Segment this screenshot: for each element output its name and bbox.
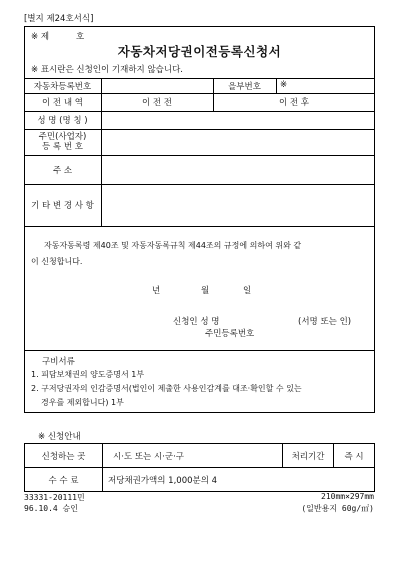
grid-line <box>24 350 375 351</box>
fee-value: 저당채권가액의 1,000분의 4 <box>103 468 375 492</box>
place-value: 시·도 또는 시·군·구 <box>103 444 283 468</box>
id-number-label <box>24 129 101 155</box>
required-docs-heading: 구비서류 <box>42 357 75 367</box>
form-title: 자동차저당권이전등록신청서 <box>117 44 282 59</box>
id-number-label-line1: 주민(사업자) <box>38 132 87 142</box>
name-field[interactable] <box>102 112 374 128</box>
fee-label: 수 수 료 <box>25 468 103 492</box>
paper-size: 210mm×297mm <box>321 492 374 501</box>
date-day: 일 <box>243 286 252 296</box>
id-number-label-line2: 등 록 번 호 <box>42 142 83 152</box>
id-number-field[interactable] <box>102 130 374 154</box>
other-changes-field[interactable] <box>102 185 374 225</box>
statement-line1: 자동자동록령 제40조 및 자동자동록규칙 제44조의 규정에 의하여 위와 같 <box>44 241 302 250</box>
applicant-id-label: 주민등록번호 <box>205 329 255 339</box>
receipt-number: ※ 제 호 <box>31 32 85 42</box>
period-label: 처리기간 <box>283 444 334 468</box>
reg-no-field[interactable] <box>102 79 212 92</box>
notice-text: ※ 표시란은 신청인이 기재하지 않습니다. <box>31 65 184 75</box>
address-field[interactable] <box>102 156 374 183</box>
approval-date: 96.10.4 승인 <box>24 504 78 513</box>
date-year: 년 <box>152 286 161 296</box>
address-label: 주 소 <box>52 165 73 176</box>
ledger-no-field[interactable] <box>290 79 374 92</box>
statement-line2: 이 신청합니다. <box>31 257 83 266</box>
date-month: 월 <box>201 286 210 296</box>
other-changes-label: 기 타 변 경 사 항 <box>31 201 94 211</box>
before-transfer-label: 이 전 전 <box>141 98 173 108</box>
guide-heading: ※ 신청안내 <box>38 432 81 442</box>
required-doc-item2: 2. 구저당권자의 인감증명서(법인이 제출한 사용인감계를 대조·확인할 수 있는 <box>31 384 302 393</box>
applicant-name-label: 신청인 성 명 <box>173 317 220 327</box>
guide-row-fee <box>25 468 375 492</box>
guide-table <box>24 443 375 492</box>
grid-line <box>276 78 277 93</box>
after-transfer-label: 이 전 후 <box>278 98 310 108</box>
transfer-label: 이 전 내 역 <box>42 98 83 108</box>
paper-type: (일반용지 60g/㎡) <box>301 504 374 513</box>
place-label: 신청하는 곳 <box>25 444 103 468</box>
period-value: 즉 시 <box>334 444 375 468</box>
form-label: [별지 제24호서식] <box>24 14 94 24</box>
guide-row-place <box>25 444 375 468</box>
form-code: 33331-20111민 <box>24 493 85 502</box>
grid-line <box>24 226 375 227</box>
name-label: 성 명 (명 칭 ) <box>37 116 88 126</box>
required-doc-item1: 1. 피담보채권의 양도증명서 1부 <box>31 370 145 379</box>
ledger-no-label: 을부번호 <box>228 81 261 92</box>
signature-note: (서명 또는 인) <box>298 317 352 327</box>
ledger-mark: ※ <box>280 80 288 90</box>
required-doc-item2-continued: 경우를 제외합니다) 1부 <box>41 398 124 407</box>
reg-no-label: 자동차등록번호 <box>33 81 92 92</box>
